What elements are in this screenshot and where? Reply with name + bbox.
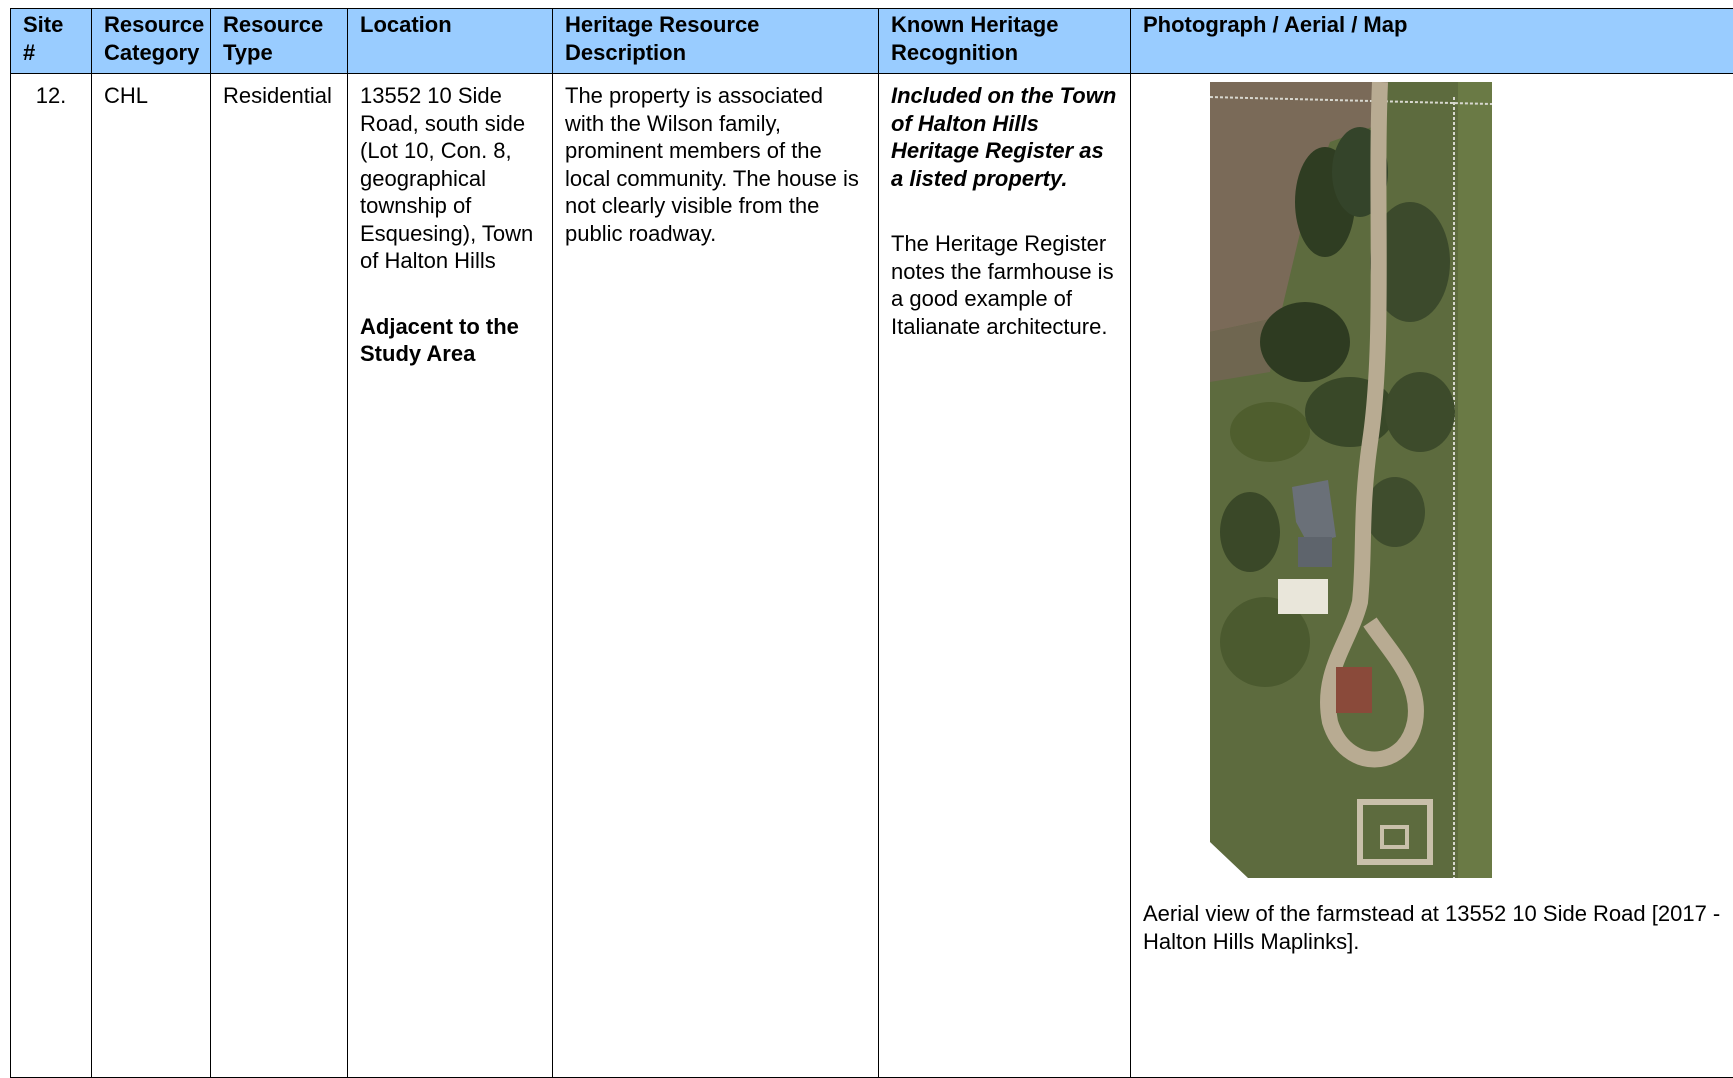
recognition-listing: Included on the Town of Halton Hills Heritage Register as a listed property. [891,82,1118,192]
cell-resource-type: Residential [211,74,348,1078]
cell-recognition [879,74,1131,1078]
cell-site-number: 12. [11,74,92,1078]
header-resource-type: Resource Type [211,9,348,74]
cell-photo [1131,74,1733,1078]
location-note: Adjacent to the Study Area [360,313,540,368]
header-recognition: Known Heritage Recognition [879,9,1131,74]
table-header-row [11,9,1733,74]
header-description: Heritage Resource Description [553,9,879,74]
location-text: 13552 10 Side Road, south side (Lot 10, Con. 8, geographical township of Esquesing), Town of Halton Hills [360,82,540,275]
cell-resource-category: CHL [92,74,211,1078]
table-row [11,74,1733,1078]
header-resource-category: Resource Category [92,9,211,74]
cell-description: The property is associated with the Wilson family, prominent members of the local community. The house is not clearly visible from the public roadway. [553,74,879,1078]
header-photo: Photograph / Aerial / Map [1131,9,1733,74]
photo-caption: Aerial view of the farmstead at 13552 10 Side Road [2017 - Halton Hills Maplinks]. [1143,900,1721,955]
header-location: Location [348,9,553,74]
header-site-number: Site # [11,9,92,74]
heritage-resource-table [10,8,1733,1078]
cell-location [348,74,553,1078]
recognition-note: The Heritage Register notes the farmhouse is a good example of Italianate architecture. [891,230,1118,340]
aerial-photo [1210,82,1492,878]
